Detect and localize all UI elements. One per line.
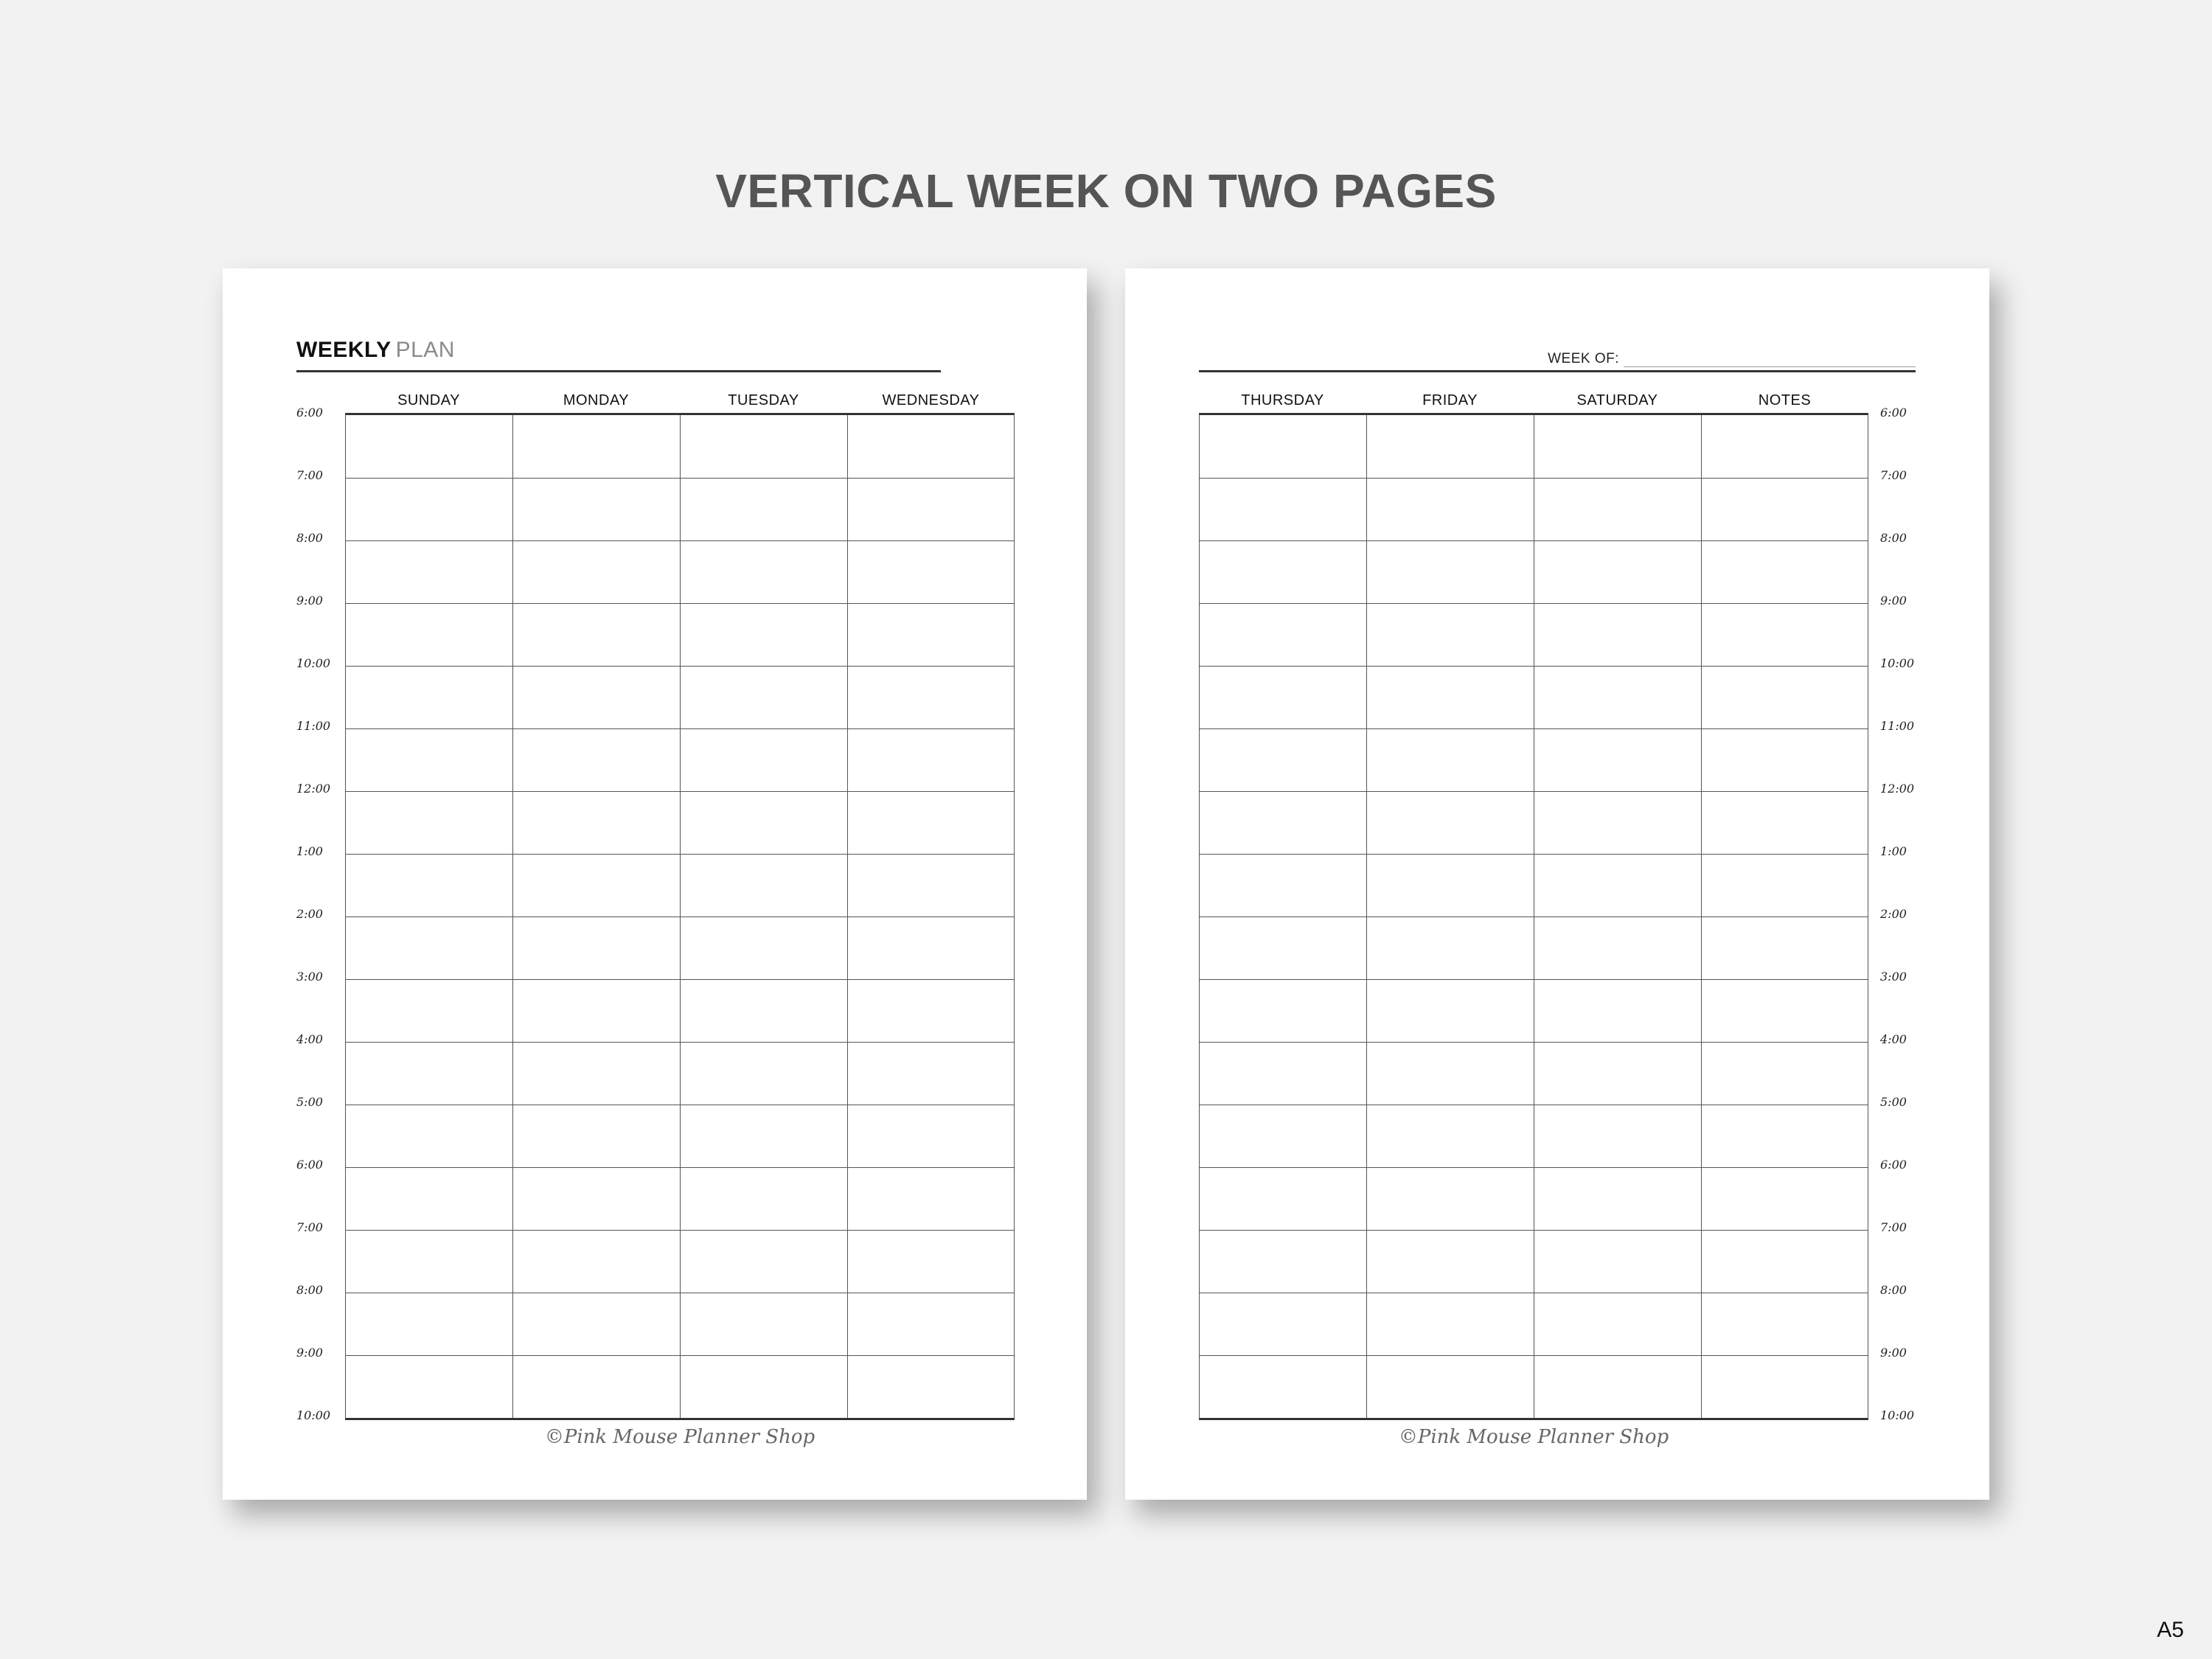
left-planner-page: [223, 268, 1087, 1500]
time-label: 7:00: [296, 468, 323, 482]
hour-row-line: [346, 854, 1014, 855]
time-label: 5:00: [1880, 1095, 1907, 1109]
week-of-field[interactable]: [1548, 351, 1916, 367]
time-label: 2:00: [296, 907, 323, 921]
time-label: 2:00: [1880, 907, 1907, 921]
time-label: 6:00: [296, 1158, 323, 1172]
hour-row-line: [1200, 791, 1868, 792]
time-label: 4:00: [1880, 1032, 1907, 1046]
time-label: 10:00: [1880, 656, 1915, 670]
hour-row-line: [1200, 666, 1868, 667]
week-of-heading: [1199, 338, 1916, 372]
time-label: 10:00: [1880, 1408, 1915, 1422]
time-label: 8:00: [1880, 531, 1907, 545]
hour-row-line: [1200, 979, 1868, 980]
hour-row-line: [346, 666, 1014, 667]
time-label: 7:00: [1880, 468, 1907, 482]
time-label: 5:00: [296, 1095, 323, 1109]
right-planner-page: [1125, 268, 1989, 1500]
hour-row-line: [346, 478, 1014, 479]
time-label: 11:00: [1880, 719, 1915, 733]
footer-signature: ©Pink Mouse Planner Shop: [544, 1426, 815, 1448]
column-header-thursday: THURSDAY: [1241, 392, 1324, 408]
time-label: 1:00: [1880, 844, 1907, 858]
time-label: 8:00: [296, 1283, 323, 1297]
time-label: 9:00: [1880, 594, 1907, 608]
time-label: 12:00: [296, 782, 331, 796]
hour-row-line: [1200, 728, 1868, 729]
week-of-blank-line[interactable]: [1624, 353, 1916, 367]
hour-row-line: [1200, 603, 1868, 604]
hour-row-line: [346, 1042, 1014, 1043]
hour-row-line: [346, 1167, 1014, 1168]
column-header-friday: FRIDAY: [1422, 392, 1478, 408]
hour-row-line: [346, 1230, 1014, 1231]
weekly-plan-heading: [296, 338, 941, 372]
hour-row-line: [346, 979, 1014, 980]
time-label: 11:00: [296, 719, 331, 733]
left-schedule-grid: [345, 413, 1015, 1420]
hour-row-line: [1200, 854, 1868, 855]
column-header-tuesday: TUESDAY: [728, 392, 799, 408]
time-label: 9:00: [296, 594, 323, 608]
time-label: 4:00: [296, 1032, 323, 1046]
time-label: 8:00: [1880, 1283, 1907, 1297]
time-label: 1:00: [296, 844, 323, 858]
time-label: 6:00: [1880, 406, 1907, 420]
time-label: 10:00: [296, 656, 331, 670]
time-label: 6:00: [1880, 1158, 1907, 1172]
hour-row-line: [1200, 1355, 1868, 1356]
time-label: 8:00: [296, 531, 323, 545]
hour-row-line: [346, 1355, 1014, 1356]
hour-row-line: [1200, 1042, 1868, 1043]
hour-row-line: [346, 603, 1014, 604]
time-label: 3:00: [296, 970, 323, 984]
hour-row-line: [1200, 1167, 1868, 1168]
time-label: 12:00: [1880, 782, 1915, 796]
column-header-notes: NOTES: [1758, 392, 1812, 408]
hour-row-line: [1200, 540, 1868, 541]
right-schedule-grid: [1199, 413, 1868, 1420]
paper-size-label: A5: [2157, 1618, 2184, 1642]
time-label: 7:00: [296, 1220, 323, 1234]
heading-plan: PLAN: [395, 338, 455, 362]
page-title: VERTICAL WEEK ON TWO PAGES: [715, 164, 1497, 218]
time-label: 10:00: [296, 1408, 331, 1422]
hour-row-line: [346, 540, 1014, 541]
heading-weekly: WEEKLY: [296, 338, 392, 362]
time-label: 3:00: [1880, 970, 1907, 984]
column-header-monday: MONDAY: [563, 392, 630, 408]
hour-row-line: [1200, 478, 1868, 479]
column-header-saturday: SATURDAY: [1576, 392, 1658, 408]
time-label: 6:00: [296, 406, 323, 420]
hour-row-line: [346, 791, 1014, 792]
footer-signature: ©Pink Mouse Planner Shop: [1398, 1426, 1669, 1448]
time-label: 7:00: [1880, 1220, 1907, 1234]
column-header-wednesday: WEDNESDAY: [882, 392, 980, 408]
column-header-sunday: SUNDAY: [397, 392, 460, 408]
hour-row-line: [1200, 1230, 1868, 1231]
week-of-label: WEEK OF:: [1548, 351, 1619, 366]
hour-row-line: [346, 728, 1014, 729]
time-label: 9:00: [1880, 1346, 1907, 1360]
time-label: 9:00: [296, 1346, 323, 1360]
